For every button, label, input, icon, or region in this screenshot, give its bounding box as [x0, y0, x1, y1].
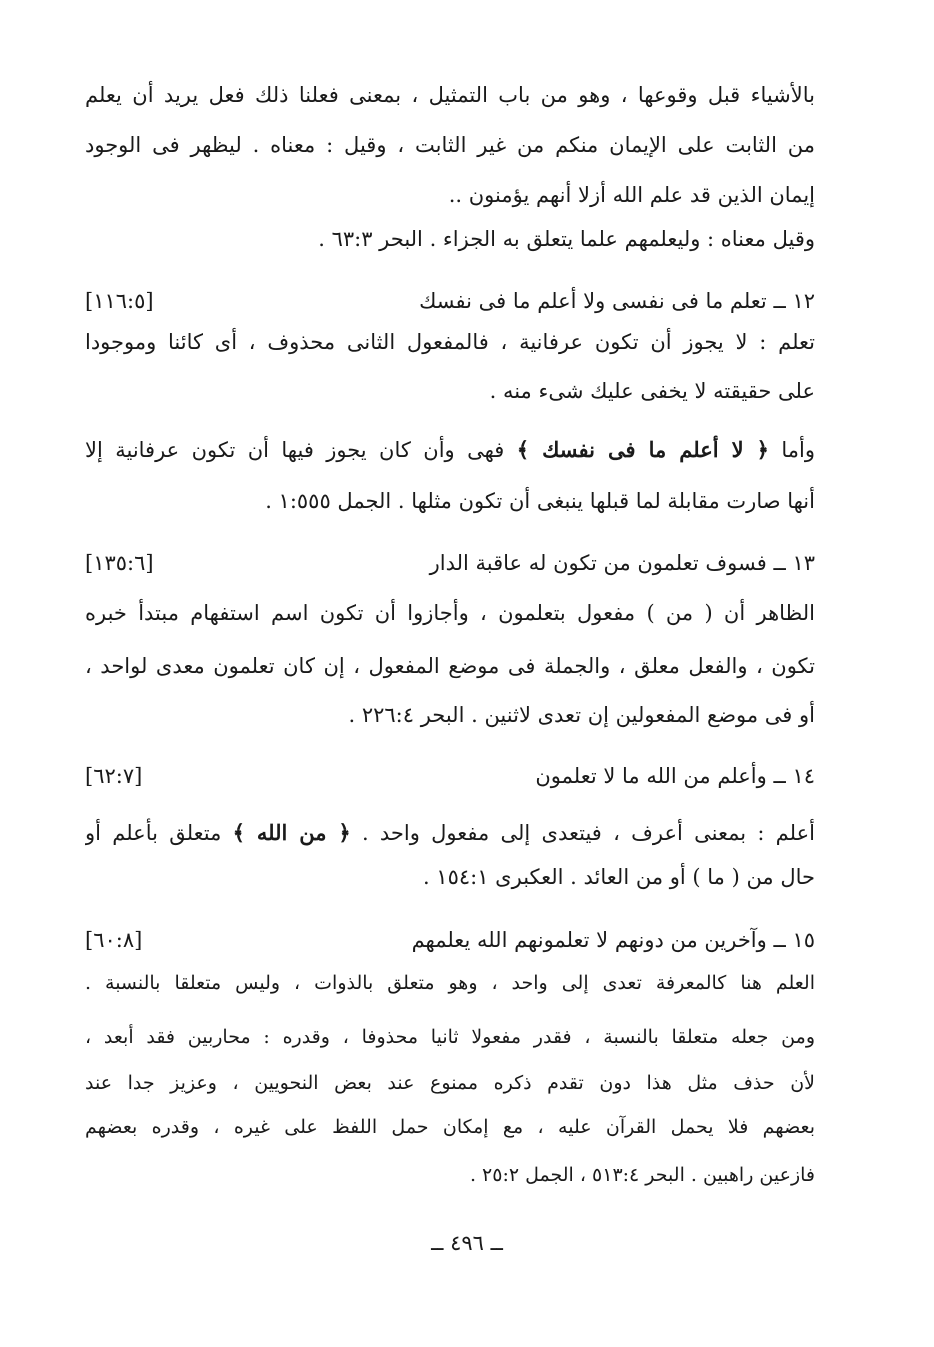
paragraph-line [85, 818, 815, 848]
quran-quote: ﴿ لا أعلم ما فى نفسك ﴾ [516, 437, 769, 462]
paragraph-line: أنها صارت مقابلة لما قبلها ينبغى أن تكون مثلها . الجمل ١:٥٥٥ . [265, 489, 815, 513]
paragraph-line: لأن حذف مثل هذا دون تقدم ذكره ممنوع عند بعض النحويين ، وعزيز جدا عند [85, 1072, 815, 1094]
verse-entry-12 [85, 285, 815, 317]
paragraph-line [85, 435, 815, 465]
paragraph-line: فازعين راهبين . البحر ٥١٣:٤ ، الجمل ٢٥:٢ . [469, 1164, 815, 1186]
document-page [85, 0, 815, 1347]
verse-entry-15 [85, 924, 815, 956]
paragraph-line: العلم هنا كالمعرفة تعدى إلى واحد ، وهو متعلق بالذوات ، وليس متعلقا بالنسبة . [85, 972, 815, 994]
verse-text: ١٥ ــ وآخرين من دونهم لا تعلمونهم الله يعلمهم [411, 928, 815, 952]
verse-text: ١٢ ــ تعلم ما فى نفسى ولا أعلم ما فى نفسك [419, 289, 815, 313]
quran-quote: ﴿ من الله ﴾ [232, 820, 351, 845]
paragraph-line: الظاهر أن ( من ) مفعول بتعلمون ، وأجازوا أن تكون اسم استفهام مبتدأ خبره [85, 601, 815, 625]
verse-entry-13 [85, 547, 815, 579]
verse-reference: [٦٢:٧] [85, 764, 143, 788]
paragraph-line: تكون ، والفعل معلق ، والجملة فى موضع المفعول ، إن كان تعلمون معدى لواحد ، [85, 654, 815, 678]
text-span: فهى وأن كان يجوز فيها أن تكون عرفانية إلا [85, 438, 517, 462]
verse-entry-14 [85, 760, 815, 792]
text-span: متعلق بأعلم أو [85, 821, 233, 845]
verse-text: ١٤ ــ وأعلم من الله ما لا تعلمون [535, 764, 815, 788]
paragraph-line: ومن جعله متعلقا بالنسبة ، فقدر مفعولا ثانيا محذوفا ، وقدره : محاربين فقد أبعد ، [85, 1026, 815, 1048]
text-span: وأما [768, 438, 815, 462]
paragraph-line: إيمان الذين قد علم الله أزلا أنهم يؤمنون .. [448, 183, 815, 207]
verse-reference: [٦٠:٨] [85, 928, 143, 952]
paragraph-line: وقيل معناه : وليعلمهم علما يتعلق به الجزاء . البحر ٦٣:٣ . [318, 227, 815, 251]
paragraph-line: حال من ( ما ) أو من العائد . العكبرى ١٥٤:١ . [422, 865, 815, 889]
verse-reference: [١١٦:٥] [85, 289, 154, 313]
paragraph-line: بعضهم فلا يحمل القرآن عليه ، مع إمكان حمل اللفظ على غيره ، وقدره بعضهم [85, 1116, 815, 1138]
verse-reference: [١٣٥:٦] [85, 551, 154, 575]
paragraph-line: أو فى موضع المفعولين إن تعدى لاثنين . البحر ٢٢٦:٤ . [348, 703, 815, 727]
paragraph-line: بالأشياء قبل وقوعها ، وهو من باب التمثيل ، بمعنى فعلنا ذلك فعل يريد أن يعلم [85, 83, 815, 107]
page-number: ــ ٤٩٦ ــ [431, 1231, 503, 1255]
paragraph-line: تعلم : لا يجوز أن تكون عرفانية ، فالمفعول الثانى محذوف ، أى كائنا وموجودا [85, 330, 815, 354]
paragraph-line: على حقيقته لا يخفى عليك شىء منه . [489, 379, 815, 403]
text-span: أعلم : بمعنى أعرف ، فيتعدى إلى مفعول واحد . [350, 821, 815, 845]
verse-text: ١٣ ــ فسوف تعلمون من تكون له عاقبة الدار [429, 551, 815, 575]
paragraph-line: من الثابت على الإيمان منكم من غير الثابت ، وقيل : معناه . ليظهر فى الوجود [85, 133, 815, 157]
